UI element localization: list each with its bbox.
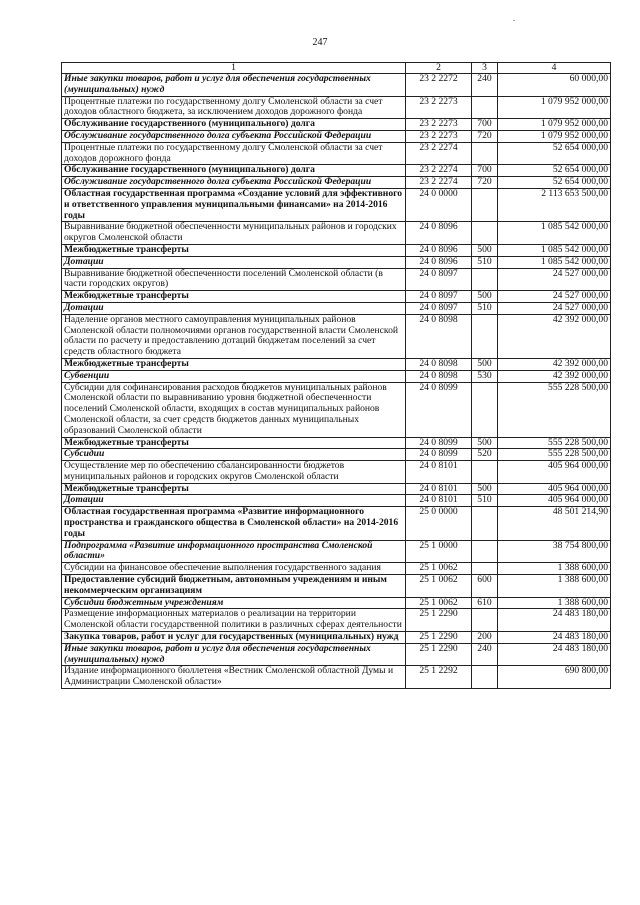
row-name: Обслуживание государственного долга субъекта Российской Федерации: [62, 130, 406, 142]
row-expense-type: [472, 222, 498, 245]
row-code: 24 0 0000: [406, 188, 472, 221]
row-name: Выравнивание бюджетной обеспеченности поселений Смоленской области (в части городских округов): [62, 268, 406, 291]
table-row: [62, 358, 611, 370]
row-amount: 1 079 952 000,00: [498, 119, 611, 131]
row-code: 25 1 2290: [406, 643, 472, 666]
row-amount: 690 800,00: [498, 666, 611, 689]
table-body: [62, 74, 611, 689]
row-amount: 1 079 952 000,00: [498, 96, 611, 119]
row-amount: 405 964 000,00: [498, 483, 611, 495]
row-code: 24 0 8097: [406, 291, 472, 303]
row-amount: 1 085 542 000,00: [498, 222, 611, 245]
row-name: Наделение органов местного самоуправления муниципальных районов Смоленской области полномочиями органов государственной власти Смоленской области по расчету и предоставлению дотаций бюджетам поселений за счет средств областного бюджета: [62, 314, 406, 358]
row-expense-type: [472, 142, 498, 165]
row-code: 25 1 0062: [406, 575, 472, 598]
page-number: 247: [312, 37, 328, 48]
row-name: Областная государственная программа «Развитие информационного пространства и гражданского общества в Смоленской области» на 2014-2016 годы: [62, 507, 406, 540]
row-amount: 555 228 500,00: [498, 382, 611, 437]
row-name: Субсидии на финансовое обеспечение выполнения государственного задания: [62, 563, 406, 575]
table-row: [62, 643, 611, 666]
row-name: Обслуживание государственного (муниципального) долга: [62, 119, 406, 131]
row-code: 23 2 2274: [406, 165, 472, 177]
table-row: [62, 130, 611, 142]
table-row: [62, 256, 611, 268]
table-row: [62, 165, 611, 177]
row-code: 24 0 8096: [406, 256, 472, 268]
row-name: Размещение информационных материалов о реализации на территории Смоленской области государственной политики в различных сферах деятельности: [62, 609, 406, 632]
row-name: Межбюджетные трансферты: [62, 358, 406, 370]
table-row: [62, 449, 611, 461]
row-code: 24 0 8096: [406, 244, 472, 256]
table-row: [62, 370, 611, 382]
column-header-name: 1: [62, 63, 406, 74]
row-amount: 52 654 000,00: [498, 165, 611, 177]
table-row: [62, 461, 611, 484]
table-row: [62, 666, 611, 689]
table-row: [62, 437, 611, 449]
column-header-expense-type: 3: [472, 63, 498, 74]
row-amount: 1 388 600,00: [498, 575, 611, 598]
table-row: [62, 96, 611, 119]
row-name: Обслуживание государственного долга субъекта Российской Федерации: [62, 177, 406, 189]
row-expense-type: 700: [472, 119, 498, 131]
row-name: Иные закупки товаров, работ и услуг для обеспечения государственных (муниципальных) нужд: [62, 643, 406, 666]
table-row: [62, 597, 611, 609]
row-expense-type: 240: [472, 643, 498, 666]
row-name: Процентные платежи по государственному долгу Смоленской области за счет доходов дорожного фонда: [62, 142, 406, 165]
row-code: 25 1 0000: [406, 540, 472, 563]
row-amount: 42 392 000,00: [498, 370, 611, 382]
row-code: 23 2 2274: [406, 142, 472, 165]
row-code: 24 0 8101: [406, 461, 472, 484]
row-code: 24 0 8101: [406, 483, 472, 495]
table-row: [62, 142, 611, 165]
table-row: [62, 575, 611, 598]
row-expense-type: [472, 563, 498, 575]
row-expense-type: [472, 382, 498, 437]
budget-table: [61, 62, 611, 689]
row-name: Иные закупки товаров, работ и услуг для обеспечения государственных (муниципальных) нужд: [62, 74, 406, 97]
row-name: Предоставление субсидий бюджетным, автономным учреждениям и иным некоммерческим организациям: [62, 575, 406, 598]
row-code: 24 0 8099: [406, 449, 472, 461]
row-expense-type: 610: [472, 597, 498, 609]
row-expense-type: [472, 666, 498, 689]
row-expense-type: 510: [472, 302, 498, 314]
row-code: 24 0 8097: [406, 302, 472, 314]
row-code: 23 2 2273: [406, 130, 472, 142]
row-expense-type: 500: [472, 437, 498, 449]
row-expense-type: 530: [472, 370, 498, 382]
row-code: 25 1 0062: [406, 563, 472, 575]
row-expense-type: 500: [472, 291, 498, 303]
row-name: Осуществление мер по обеспечению сбалансированности бюджетов муниципальных районов и городских округов Смоленской области: [62, 461, 406, 484]
row-name: Дотации: [62, 495, 406, 507]
table-row: [62, 302, 611, 314]
table-row: [62, 268, 611, 291]
column-header-code: 2: [406, 63, 472, 74]
table-row: [62, 177, 611, 189]
scan-speck: .: [513, 14, 515, 23]
row-expense-type: 520: [472, 449, 498, 461]
row-amount: 48 501 214,90: [498, 507, 611, 540]
row-amount: 52 654 000,00: [498, 177, 611, 189]
row-name: Издание информационного бюллетеня «Вестник Смоленской областной Думы и Администрации Смоленской области»: [62, 666, 406, 689]
table-row: [62, 540, 611, 563]
row-amount: 1 388 600,00: [498, 563, 611, 575]
row-code: 25 1 0062: [406, 597, 472, 609]
table-row: [62, 222, 611, 245]
row-code: 23 2 2272: [406, 74, 472, 97]
row-name: Закупка товаров, работ и услуг для государственных (муниципальных) нужд: [62, 632, 406, 644]
table-row: [62, 483, 611, 495]
table-row: [62, 314, 611, 358]
row-code: 25 0 0000: [406, 507, 472, 540]
row-name: Подпрограмма «Развитие информационного пространства Смоленской области»: [62, 540, 406, 563]
row-amount: 60 000,00: [498, 74, 611, 97]
row-code: 24 0 8097: [406, 268, 472, 291]
row-code: 25 1 2290: [406, 609, 472, 632]
row-expense-type: [472, 507, 498, 540]
row-expense-type: 720: [472, 177, 498, 189]
row-code: 23 2 2274: [406, 177, 472, 189]
row-name: Межбюджетные трансферты: [62, 483, 406, 495]
row-amount: 2 113 653 500,00: [498, 188, 611, 221]
table-row: [62, 188, 611, 221]
row-code: 24 0 8096: [406, 222, 472, 245]
row-expense-type: [472, 188, 498, 221]
row-expense-type: [472, 461, 498, 484]
row-expense-type: 700: [472, 165, 498, 177]
row-expense-type: 500: [472, 244, 498, 256]
row-expense-type: [472, 268, 498, 291]
table-row: [62, 563, 611, 575]
row-amount: 24 483 180,00: [498, 609, 611, 632]
row-code: 24 0 8098: [406, 370, 472, 382]
row-name: Дотации: [62, 256, 406, 268]
row-amount: 42 392 000,00: [498, 314, 611, 358]
row-amount: 555 228 500,00: [498, 449, 611, 461]
row-expense-type: 200: [472, 632, 498, 644]
row-code: 23 2 2273: [406, 119, 472, 131]
row-code: 24 0 8099: [406, 382, 472, 437]
row-name: Обслуживание государственного (муниципального) долга: [62, 165, 406, 177]
table-header-row: [62, 63, 611, 74]
row-code: 24 0 8101: [406, 495, 472, 507]
table-row: [62, 507, 611, 540]
row-amount: 405 964 000,00: [498, 495, 611, 507]
table-row: [62, 291, 611, 303]
row-name: Субвенции: [62, 370, 406, 382]
row-code: 25 1 2290: [406, 632, 472, 644]
table-row: [62, 74, 611, 97]
row-amount: 52 654 000,00: [498, 142, 611, 165]
row-code: 24 0 8098: [406, 314, 472, 358]
row-amount: 24 527 000,00: [498, 302, 611, 314]
row-amount: 1 085 542 000,00: [498, 256, 611, 268]
row-name: Межбюджетные трансферты: [62, 437, 406, 449]
row-amount: 1 388 600,00: [498, 597, 611, 609]
row-amount: 24 527 000,00: [498, 268, 611, 291]
table-row: [62, 609, 611, 632]
row-expense-type: [472, 609, 498, 632]
row-name: Процентные платежи по государственному долгу Смоленской области за счет доходов областного бюджета, за исключением доходов дорожного фонда: [62, 96, 406, 119]
row-expense-type: 510: [472, 256, 498, 268]
row-name: Субсидии бюджетным учреждениям: [62, 597, 406, 609]
row-expense-type: 240: [472, 74, 498, 97]
row-expense-type: [472, 96, 498, 119]
row-expense-type: 600: [472, 575, 498, 598]
row-name: Межбюджетные трансферты: [62, 291, 406, 303]
row-code: 25 1 2292: [406, 666, 472, 689]
row-amount: 42 392 000,00: [498, 358, 611, 370]
row-code: 24 0 8099: [406, 437, 472, 449]
column-header-amount: 4: [498, 63, 611, 74]
row-amount: 1 079 952 000,00: [498, 130, 611, 142]
row-amount: 38 754 800,00: [498, 540, 611, 563]
row-name: Межбюджетные трансферты: [62, 244, 406, 256]
table-row: [62, 495, 611, 507]
row-expense-type: 500: [472, 483, 498, 495]
row-expense-type: 510: [472, 495, 498, 507]
row-expense-type: [472, 314, 498, 358]
table-row: [62, 632, 611, 644]
row-amount: 555 228 500,00: [498, 437, 611, 449]
row-name: Выравнивание бюджетной обеспеченности муниципальных районов и городских округов Смоленской области: [62, 222, 406, 245]
row-code: 24 0 8098: [406, 358, 472, 370]
row-name: Субсидии для софинансирования расходов бюджетов муниципальных районов Смоленской области по выравниванию уровня бюджетной обеспеченности поселений Смоленской области, входящих в состав муниципальных районов Смоленской области, за счет средств бюджетов данных муниципальных образований Смоленской области: [62, 382, 406, 437]
row-amount: 24 483 180,00: [498, 643, 611, 666]
row-amount: 24 483 180,00: [498, 632, 611, 644]
row-name: Дотации: [62, 302, 406, 314]
row-code: 23 2 2273: [406, 96, 472, 119]
row-amount: 405 964 000,00: [498, 461, 611, 484]
row-expense-type: 500: [472, 358, 498, 370]
row-amount: 24 527 000,00: [498, 291, 611, 303]
table-row: [62, 119, 611, 131]
row-name: Областная государственная программа «Создание условий для эффективного и ответственного управления муниципальными финансами» на 2014-2016 годы: [62, 188, 406, 221]
table-row: [62, 244, 611, 256]
table-row: [62, 382, 611, 437]
row-amount: 1 085 542 000,00: [498, 244, 611, 256]
row-expense-type: 720: [472, 130, 498, 142]
row-name: Субсидии: [62, 449, 406, 461]
row-expense-type: [472, 540, 498, 563]
